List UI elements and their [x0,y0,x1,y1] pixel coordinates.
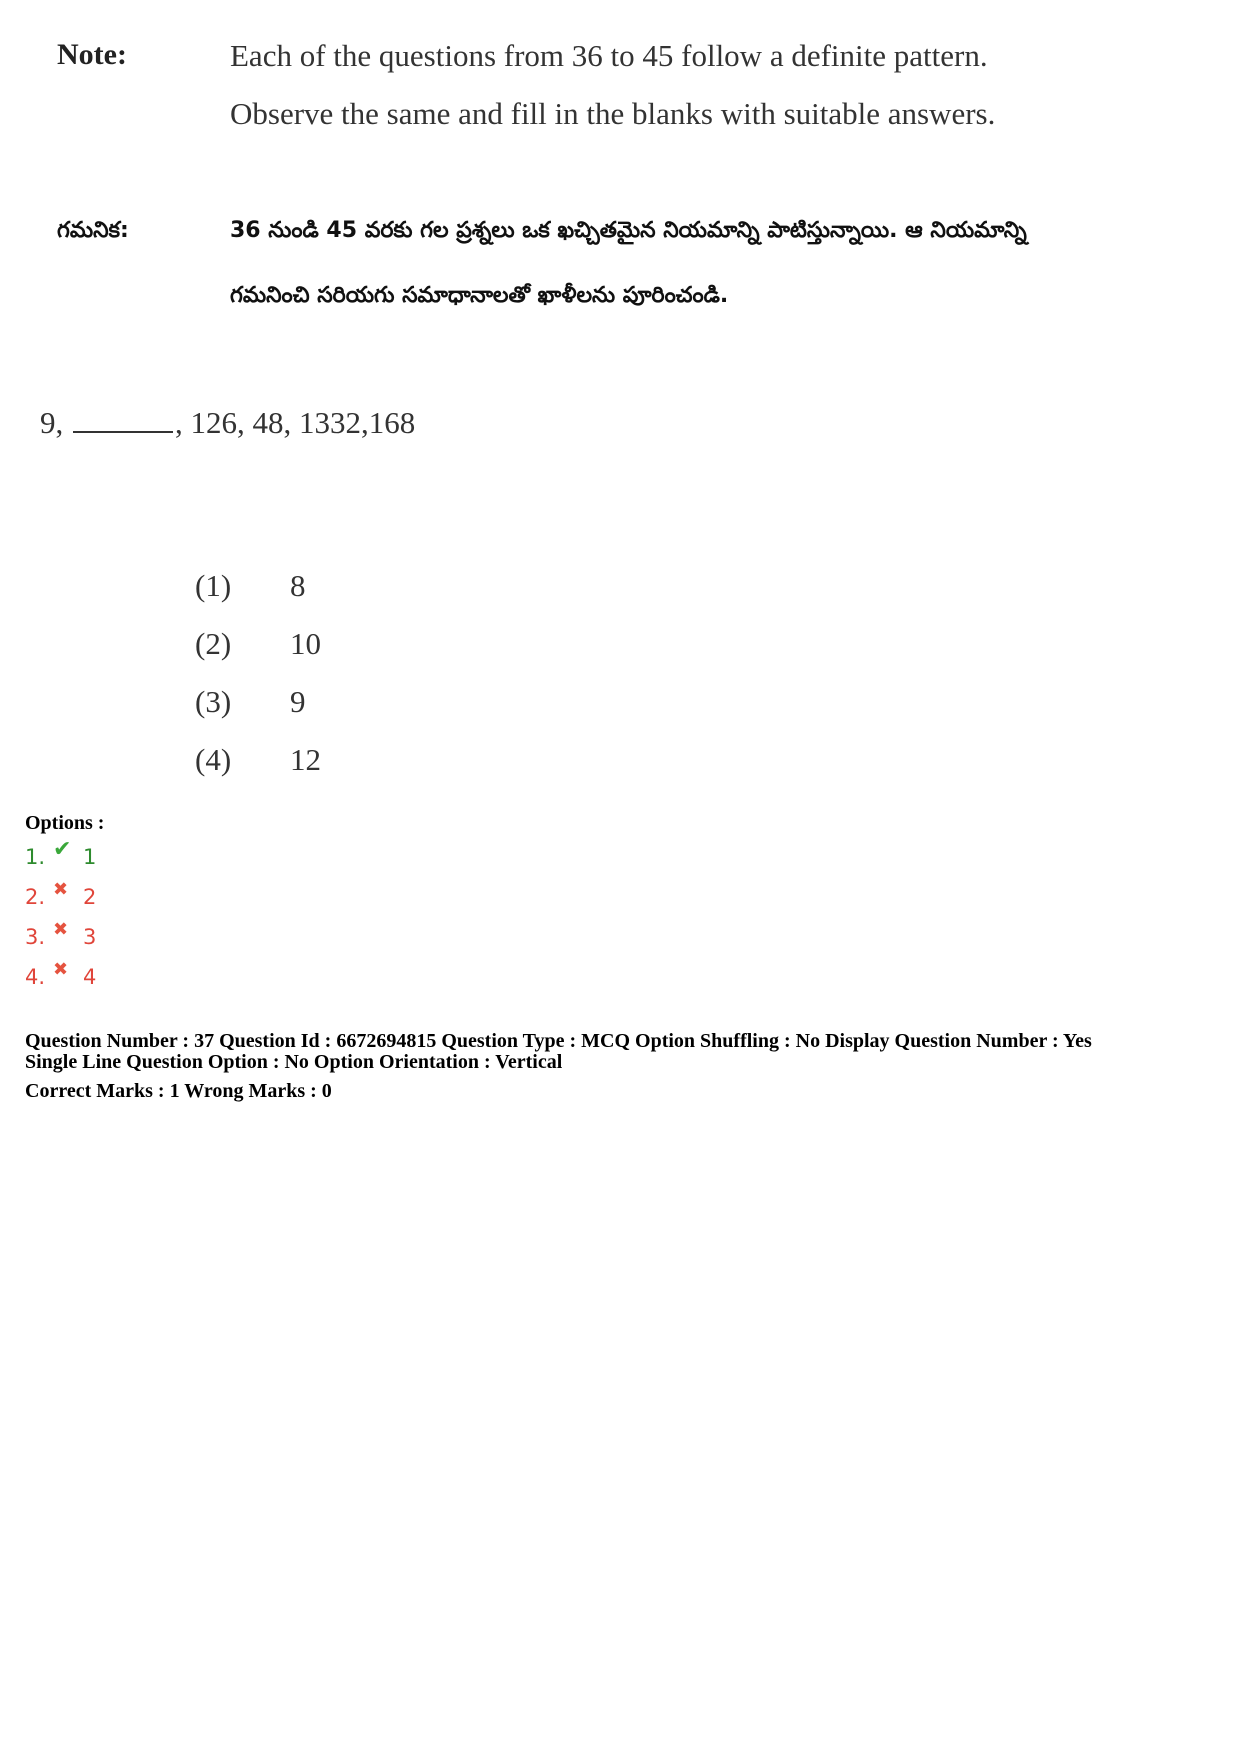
option-item-wrong [25,959,225,1005]
choice-value: 8 [290,568,306,603]
choice-item [195,742,495,800]
question-marks: Correct Marks : 1 Wrong Marks : 0 [25,1080,332,1102]
option-number: 3. [25,925,46,949]
choice-value: 12 [290,742,321,777]
note-line-1: Each of the questions from 36 to 45 follow a definite pattern. [230,38,988,73]
question-meta-line-1: Question Number : 37 Question Id : 6672694815 Question Type : MCQ Option Shuffling : No Display Question Number : Yes [25,1030,1092,1052]
option-number: 2. [25,885,46,909]
choice-item [195,684,495,742]
sequence-rest: , 126, 48, 1332,168 [175,405,416,440]
choice-number: (2) [195,626,232,661]
option-value: 4 [83,965,97,989]
telugu-note-line-1: 36 నుండి 45 వరకు గల ప్రశ్నలు ఒక ఖచ్చితమైన నియమాన్ని పాటిస్తున్నాయి. ఆ నియమాన్ని [230,218,1027,243]
note-line-2: Observe the same and fill in the blanks with suitable answers. [230,96,996,131]
sequence-start: 9, [40,405,71,440]
option-value: 1 [83,845,97,869]
option-number: 4. [25,965,46,989]
question-meta-line-2: Single Line Question Option : No Option Orientation : Vertical [25,1051,563,1073]
note-label: Note: [57,38,127,71]
option-value: 2 [83,885,97,909]
telugu-note-line-2: గమనించి సరియగు సమాధానాలతో ఖాళీలను పూరించండి. [230,283,729,308]
cross-icon: ✖ [53,959,69,980]
question-sequence [40,405,415,441]
telugu-note-label: గమనిక: [57,218,129,243]
cross-icon: ✖ [53,919,69,940]
cross-icon: ✖ [53,879,69,900]
option-value: 3 [83,925,97,949]
choice-value: 9 [290,684,306,719]
choice-number: (4) [195,742,232,777]
answer-blank [73,409,173,433]
choice-item [195,626,495,684]
choice-number: (1) [195,568,232,603]
options-label: Options : [25,812,105,834]
options-list [25,837,225,1005]
option-number: 1. [25,845,46,869]
choice-item [195,568,495,626]
check-icon: ✔ [53,837,72,862]
choice-value: 10 [290,626,321,661]
choice-number: (3) [195,684,232,719]
choice-list [195,568,495,800]
